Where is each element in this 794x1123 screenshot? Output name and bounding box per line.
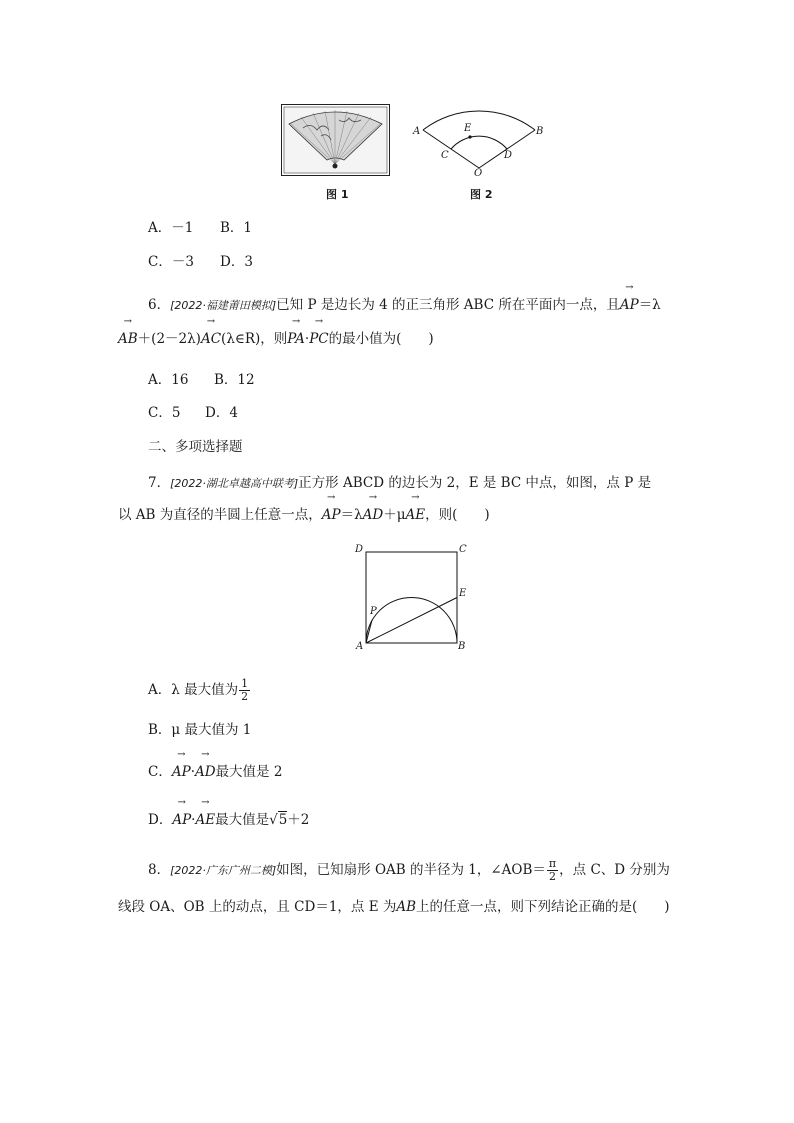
q7-plus: ＋μ [383,507,406,523]
q7-label-e: E [459,588,467,599]
q5-option-c: C．－3 [148,254,194,270]
q7-vector-ae: → AE [406,505,426,525]
q7-option-d-letter: D． [148,812,173,828]
fig2-label-o: O [474,168,483,179]
q7-option-c-text: 最大值是 2 [215,764,283,780]
q6-vector-ap: → AP [620,295,639,315]
q7-option-a-text: A．λ 最大值为 [148,682,239,698]
q7-option-d-post: ＋2 [287,812,310,828]
q8-arc-ab: AB [396,899,417,915]
q6-vector-pc: → PC [309,329,328,349]
q7-source: [2022·湖北卓越高中联考] [170,477,299,490]
q8-number: 8． [148,862,171,878]
q7-option-c-letter: C． [148,764,172,780]
q8-text-1b: ，点 C、D 分别为 [559,862,670,878]
q8-line-1 [148,858,670,883]
fraction-denominator: 2 [549,870,557,883]
q6-option-d: D．4 [205,405,238,421]
q7-optd-vector-ae: → AE [195,810,215,830]
q7-option-b: B．μ 最大值为 1 [148,722,252,738]
q5-option-d: D．3 [220,254,253,270]
fig2-label-e: E [464,123,472,134]
q7-optc-vector-ap: → AP [172,762,191,782]
q7-option-d-radicand: 5 [278,812,288,828]
q5-option-b: B．1 [220,220,253,236]
fraction-numerator: 1 [241,677,249,690]
figure-1 [281,104,390,176]
fig2-label-c: C [441,150,449,161]
q7-label-d: D [355,544,364,555]
fraction-numerator: π [548,857,557,870]
q7-label-c: C [459,544,467,555]
q7-label-b: B [458,641,466,652]
q7-line-1 [148,473,651,494]
q7-option-c [148,762,282,782]
q7-text-2a: 以 AB 为直径的半圆上任意一点， [118,507,322,523]
q8-line-2 [118,897,670,917]
figure-2 [408,82,548,180]
sector-diagram [408,82,548,180]
fraction-denominator: 2 [241,690,249,703]
q6-vector-ac: → AC [201,329,221,349]
q7-option-d [148,810,309,830]
q6-vector-ab: → AB [118,329,138,349]
sqrt-symbol: √ [269,812,278,828]
q8-text-1a: 如图，已知扇形 OAB 的半径为 1，∠AOB＝ [276,862,546,878]
q7-option-a [148,678,251,703]
q6-option-a: A．16 [148,372,189,388]
q7-label-a: A [356,641,364,652]
q7-optc-dot: · [190,764,195,780]
fig2-label-d: D [504,150,513,161]
q7-optd-dot: · [191,812,196,828]
q6-text-1: 已知 P 是边长为 4 的正三角形 ABC 所在平面内一点，且 [276,297,620,313]
q8-source: [2022·广东广州二模] [170,864,277,877]
q7-optd-vector-ap: → AP [172,810,191,830]
q5-option-a: A．－1 [148,220,194,236]
fig2-label-b: B [536,126,544,137]
q7-vector-ap: → AP [322,505,341,525]
q6-tail: 的最小值为( ) [328,331,434,347]
q6-line-1 [148,295,661,316]
q6-option-c: C．5 [148,405,181,421]
q7-eq: ＝λ [340,507,363,523]
q7-option-a-fraction [239,678,250,703]
q8-pi-fraction [547,858,558,883]
q6-option-b: B．12 [214,372,255,388]
figure-2-caption: 图 2 [470,188,493,201]
q6-line-2 [118,329,434,349]
q8-text-2b: 上的任意一点，则下列结论正确的是( ) [416,899,670,915]
q6-number: 6． [148,297,171,313]
q6-source: [2022·福建莆田模拟] [170,299,277,312]
fan-picture [281,104,390,176]
q6-mid: ＋(2－2λ) [137,331,201,347]
q7-text-1: 正方形 ABCD 的边长为 2，E 是 BC 中点，如图，点 P 是 [298,475,652,491]
q6-cond: (λ∈R)，则 [221,331,288,347]
q7-label-p: P [370,606,377,617]
q7-number: 7． [148,475,171,491]
q7-line-2 [118,505,490,525]
q6-dot: · [304,331,310,347]
q7-vector-ad: → AD [363,505,384,525]
fig2-label-a: A [413,126,421,137]
q7-figure [350,540,475,652]
figure-1-caption: 图 1 [326,188,349,201]
q7-optc-vector-ad: → AD [195,762,216,782]
q8-text-2a: 线段 OA、OB 上的动点，且 CD＝1，点 E 为 [118,899,397,915]
q7-option-d-mid: 最大值是 [215,812,270,828]
q6-vector-pa: → PA [287,329,305,349]
q7-text-2b: ，则( ) [425,507,490,523]
section-heading-multiple-choice: 二、多项选择题 [148,439,243,455]
square-semicircle-diagram [350,540,475,652]
q6-eq-1: ＝λ [638,297,661,313]
